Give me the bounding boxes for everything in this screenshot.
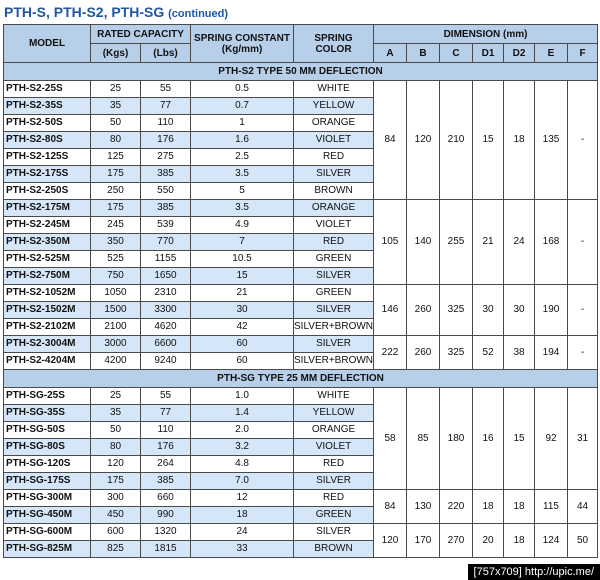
dimension-d1-cell: 15 [473,81,504,200]
dimension-d2-cell: 24 [504,200,535,285]
page-title [4,2,228,22]
header-dim-d1: D1 [473,44,504,63]
capacity-kgs-cell: 350 [91,234,141,251]
section-title: PTH-SG TYPE 25 MM DEFLECTION [4,370,598,388]
dimension-a-cell: 222 [374,336,407,370]
capacity-kgs-cell: 1500 [91,302,141,319]
capacity-kgs-cell: 4200 [91,353,141,370]
dimension-f-cell: - [568,285,598,336]
spring-constant-cell: 18 [191,507,294,524]
spring-constant-cell: 1.6 [191,132,294,149]
capacity-lbs-cell: 77 [141,405,191,422]
header-dim-b: B [407,44,440,63]
header-dimension: DIMENSION (mm) [374,25,598,44]
table-row [4,336,598,353]
dimension-d2-cell: 18 [504,490,535,524]
header-lbs: (Lbs) [141,44,191,63]
model-cell: PTH-S2-50S [4,115,91,132]
header-spring-color: SPRING COLOR [294,25,374,63]
capacity-kgs-cell: 1050 [91,285,141,302]
table-row [4,81,598,98]
dimension-d1-cell: 30 [473,285,504,336]
spring-color-cell: YELLOW [294,405,374,422]
spring-color-cell: YELLOW [294,98,374,115]
capacity-kgs-cell: 750 [91,268,141,285]
dimension-c-cell: 210 [440,81,473,200]
dimension-a-cell: 84 [374,490,407,524]
capacity-lbs-cell: 1155 [141,251,191,268]
model-cell: PTH-S2-2102M [4,319,91,336]
model-cell: PTH-S2-4204M [4,353,91,370]
capacity-kgs-cell: 2100 [91,319,141,336]
spring-color-cell: SILVER [294,268,374,285]
capacity-lbs-cell: 6600 [141,336,191,353]
capacity-lbs-cell: 275 [141,149,191,166]
dimension-f-cell: 44 [568,490,598,524]
capacity-lbs-cell: 770 [141,234,191,251]
capacity-lbs-cell: 550 [141,183,191,200]
dimension-a-cell: 146 [374,285,407,336]
capacity-kgs-cell: 245 [91,217,141,234]
spring-color-cell: GREEN [294,507,374,524]
dimension-b-cell: 260 [407,285,440,336]
spring-constant-cell: 4.9 [191,217,294,234]
capacity-kgs-cell: 50 [91,115,141,132]
dimension-f-cell: 31 [568,388,598,490]
spring-constant-cell: 10.5 [191,251,294,268]
capacity-lbs-cell: 1815 [141,541,191,558]
spec-table [3,24,598,558]
dimension-b-cell: 140 [407,200,440,285]
dimension-e-cell: 135 [535,81,568,200]
dimension-b-cell: 260 [407,336,440,370]
model-cell: PTH-S2-175M [4,200,91,217]
capacity-lbs-cell: 4620 [141,319,191,336]
spring-constant-cell: 60 [191,336,294,353]
dimension-c-cell: 270 [440,524,473,558]
header-dim-f: F [568,44,598,63]
dimension-d2-cell: 30 [504,285,535,336]
capacity-kgs-cell: 175 [91,473,141,490]
capacity-kgs-cell: 25 [91,81,141,98]
table-row [4,200,598,217]
model-cell: PTH-S2-175S [4,166,91,183]
capacity-lbs-cell: 385 [141,166,191,183]
spring-color-cell: VIOLET [294,217,374,234]
model-cell: PTH-SG-120S [4,456,91,473]
capacity-kgs-cell: 450 [91,507,141,524]
header-dim-a: A [374,44,407,63]
capacity-lbs-cell: 55 [141,81,191,98]
dimension-e-cell: 115 [535,490,568,524]
dimension-b-cell: 130 [407,490,440,524]
section-header-row [4,63,598,81]
dimension-d1-cell: 16 [473,388,504,490]
dimension-f-cell: 50 [568,524,598,558]
spring-color-cell: BROWN [294,183,374,200]
capacity-kgs-cell: 50 [91,422,141,439]
model-cell: PTH-SG-300M [4,490,91,507]
table-row [4,285,598,302]
model-cell: PTH-S2-35S [4,98,91,115]
spring-color-cell: VIOLET [294,439,374,456]
header-dim-c: C [440,44,473,63]
dimension-e-cell: 194 [535,336,568,370]
model-cell: PTH-S2-1502M [4,302,91,319]
spring-color-cell: SILVER [294,473,374,490]
dimension-f-cell: - [568,336,598,370]
capacity-lbs-cell: 77 [141,98,191,115]
spring-color-cell: SILVER+BROWN [294,319,374,336]
spring-constant-cell: 3.5 [191,166,294,183]
spring-color-cell: SILVER [294,524,374,541]
model-cell: PTH-SG-25S [4,388,91,405]
spring-constant-cell: 42 [191,319,294,336]
capacity-kgs-cell: 525 [91,251,141,268]
spring-constant-cell: 1.4 [191,405,294,422]
spring-color-cell: RED [294,234,374,251]
model-cell: PTH-SG-80S [4,439,91,456]
spring-color-cell: GREEN [294,285,374,302]
model-cell: PTH-S2-245M [4,217,91,234]
capacity-kgs-cell: 25 [91,388,141,405]
title-main: PTH-S, PTH-S2, PTH-SG [4,4,165,20]
spring-constant-cell: 4.8 [191,456,294,473]
spring-constant-cell: 7.0 [191,473,294,490]
header-dim-e: E [535,44,568,63]
capacity-lbs-cell: 660 [141,490,191,507]
spring-color-cell: SILVER [294,336,374,353]
capacity-kgs-cell: 35 [91,405,141,422]
spring-constant-cell: 0.7 [191,98,294,115]
dimension-a-cell: 105 [374,200,407,285]
capacity-kgs-cell: 3000 [91,336,141,353]
spring-constant-cell: 30 [191,302,294,319]
section-header-row [4,370,598,388]
capacity-lbs-cell: 1320 [141,524,191,541]
spring-color-cell: RED [294,490,374,507]
model-cell: PTH-S2-1052M [4,285,91,302]
spring-constant-cell: 3.5 [191,200,294,217]
model-cell: PTH-SG-50S [4,422,91,439]
dimension-f-cell: - [568,81,598,200]
dimension-d2-cell: 15 [504,388,535,490]
dimension-b-cell: 170 [407,524,440,558]
dimension-e-cell: 190 [535,285,568,336]
capacity-kgs-cell: 825 [91,541,141,558]
table-row [4,524,598,541]
dimension-d1-cell: 21 [473,200,504,285]
spring-color-cell: GREEN [294,251,374,268]
model-cell: PTH-SG-35S [4,405,91,422]
capacity-kgs-cell: 175 [91,200,141,217]
model-cell: PTH-SG-175S [4,473,91,490]
model-cell: PTH-S2-80S [4,132,91,149]
model-cell: PTH-S2-25S [4,81,91,98]
dimension-c-cell: 325 [440,336,473,370]
spring-constant-cell: 5 [191,183,294,200]
capacity-lbs-cell: 176 [141,132,191,149]
table-body [4,63,598,558]
title-sub: (continued) [168,8,229,20]
spring-constant-cell: 7 [191,234,294,251]
spring-color-cell: BROWN [294,541,374,558]
capacity-lbs-cell: 110 [141,422,191,439]
capacity-kgs-cell: 250 [91,183,141,200]
dimension-b-cell: 120 [407,81,440,200]
spring-constant-cell: 15 [191,268,294,285]
capacity-lbs-cell: 3300 [141,302,191,319]
capacity-lbs-cell: 385 [141,473,191,490]
spring-constant-cell: 60 [191,353,294,370]
dimension-d2-cell: 18 [504,524,535,558]
spring-constant-cell: 24 [191,524,294,541]
spring-constant-cell: 2.5 [191,149,294,166]
spring-color-cell: ORANGE [294,422,374,439]
spring-constant-cell: 0.5 [191,81,294,98]
spring-color-cell: RED [294,149,374,166]
dimension-b-cell: 85 [407,388,440,490]
header-model: MODEL [4,25,91,63]
capacity-kgs-cell: 35 [91,98,141,115]
dimension-c-cell: 325 [440,285,473,336]
capacity-kgs-cell: 175 [91,166,141,183]
header-dim-d2: D2 [504,44,535,63]
capacity-lbs-cell: 2310 [141,285,191,302]
dimension-a-cell: 84 [374,81,407,200]
capacity-kgs-cell: 300 [91,490,141,507]
image-host-footer: [757x709] http://upic.me/ [468,564,600,580]
dimension-a-cell: 58 [374,388,407,490]
capacity-kgs-cell: 80 [91,132,141,149]
spring-constant-cell: 2.0 [191,422,294,439]
spring-color-cell: VIOLET [294,132,374,149]
model-cell: PTH-S2-525M [4,251,91,268]
capacity-lbs-cell: 539 [141,217,191,234]
dimension-c-cell: 255 [440,200,473,285]
header-spring-constant: SPRING CONSTANT (Kg/mm) [191,25,294,63]
table-row [4,388,598,405]
model-cell: PTH-SG-600M [4,524,91,541]
header-kgs: (Kgs) [91,44,141,63]
header-rated-capacity: RATED CAPACITY [91,25,191,44]
model-cell: PTH-S2-250S [4,183,91,200]
spring-color-cell: ORANGE [294,200,374,217]
capacity-lbs-cell: 990 [141,507,191,524]
spring-color-cell: ORANGE [294,115,374,132]
model-cell: PTH-S2-125S [4,149,91,166]
capacity-kgs-cell: 125 [91,149,141,166]
dimension-c-cell: 220 [440,490,473,524]
spring-color-cell: SILVER+BROWN [294,353,374,370]
spring-constant-cell: 1.0 [191,388,294,405]
spring-color-cell: WHITE [294,388,374,405]
dimension-d2-cell: 18 [504,81,535,200]
dimension-e-cell: 92 [535,388,568,490]
spring-constant-cell: 3.2 [191,439,294,456]
section-title: PTH-S2 TYPE 50 MM DEFLECTION [4,63,598,81]
spring-color-cell: SILVER [294,166,374,183]
dimension-d1-cell: 18 [473,490,504,524]
capacity-lbs-cell: 176 [141,439,191,456]
model-cell: PTH-S2-350M [4,234,91,251]
dimension-d1-cell: 20 [473,524,504,558]
capacity-kgs-cell: 120 [91,456,141,473]
capacity-lbs-cell: 9240 [141,353,191,370]
model-cell: PTH-S2-750M [4,268,91,285]
model-cell: PTH-S2-3004M [4,336,91,353]
capacity-lbs-cell: 264 [141,456,191,473]
capacity-lbs-cell: 1650 [141,268,191,285]
spring-constant-cell: 12 [191,490,294,507]
capacity-lbs-cell: 110 [141,115,191,132]
spring-constant-cell: 1 [191,115,294,132]
dimension-d1-cell: 52 [473,336,504,370]
model-cell: PTH-SG-825M [4,541,91,558]
dimension-e-cell: 124 [535,524,568,558]
spring-color-cell: RED [294,456,374,473]
spring-color-cell: SILVER [294,302,374,319]
capacity-kgs-cell: 80 [91,439,141,456]
spring-color-cell: WHITE [294,81,374,98]
spring-constant-cell: 33 [191,541,294,558]
capacity-lbs-cell: 385 [141,200,191,217]
dimension-c-cell: 180 [440,388,473,490]
dimension-a-cell: 120 [374,524,407,558]
capacity-kgs-cell: 600 [91,524,141,541]
dimension-d2-cell: 38 [504,336,535,370]
capacity-lbs-cell: 55 [141,388,191,405]
model-cell: PTH-SG-450M [4,507,91,524]
dimension-e-cell: 168 [535,200,568,285]
table-row [4,490,598,507]
spring-constant-cell: 21 [191,285,294,302]
dimension-f-cell: - [568,200,598,285]
